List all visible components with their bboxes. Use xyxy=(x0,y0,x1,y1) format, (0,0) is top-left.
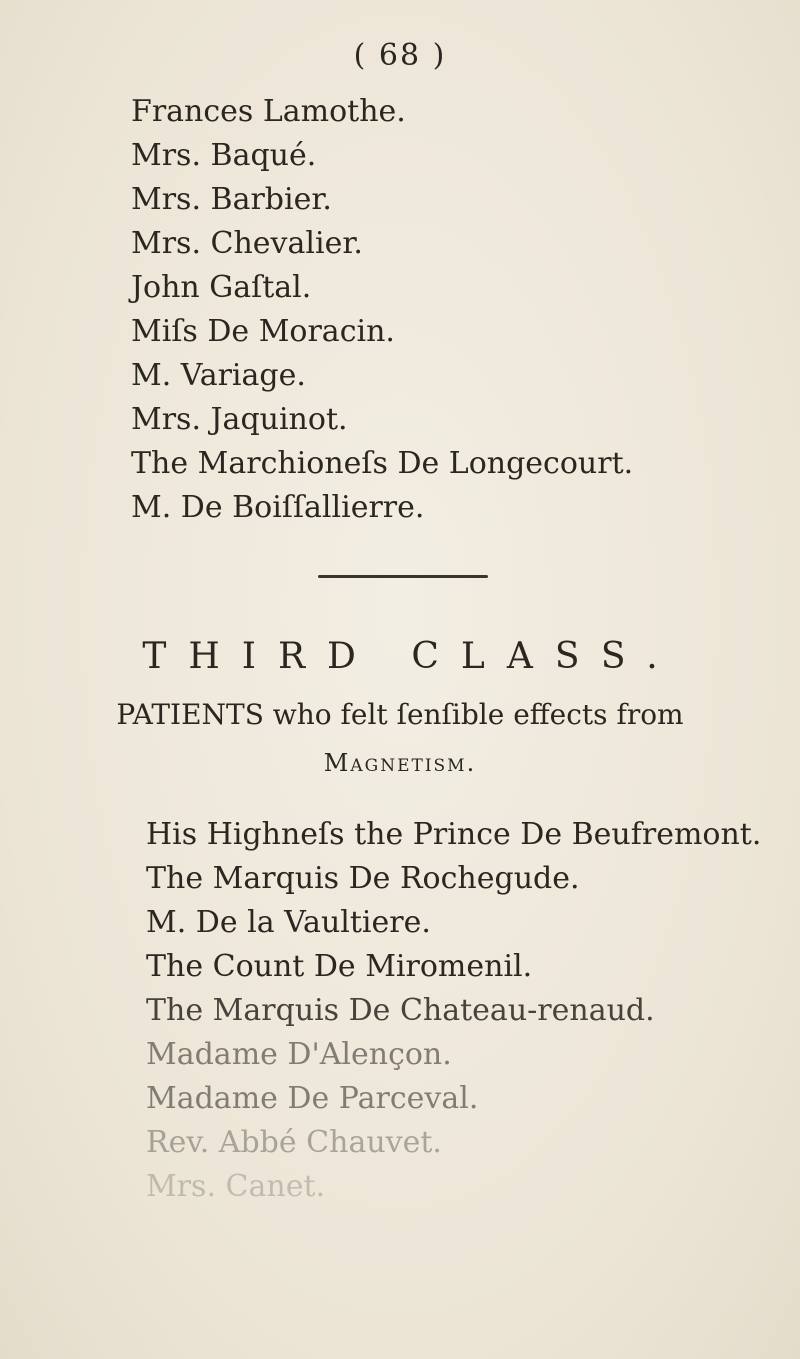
list-item: M. Variage. xyxy=(131,358,306,393)
list-item: His Highneſs the Prince De Beufremont. xyxy=(146,817,762,852)
list-item: Mrs. Barbier. xyxy=(131,182,332,217)
list-item: Mrs. Baqué. xyxy=(131,138,317,173)
list-item: Miſs De Moracin. xyxy=(131,314,395,349)
list-item: Mrs. Chevalier. xyxy=(131,226,363,261)
list-item: Rev. Abbé Chauvet. xyxy=(146,1125,442,1160)
list-item: Madame De Parceval. xyxy=(146,1081,479,1116)
section-intro-subject: Magnetism. xyxy=(323,749,477,777)
list-item: Frances Lamothe. xyxy=(131,94,406,129)
list-item: Madame D'Alençon. xyxy=(146,1037,452,1072)
section-heading: THIRD CLASS. xyxy=(142,636,680,677)
list-item: Mrs. Jaquinot. xyxy=(131,402,348,437)
list-item: The Marquis De Rochegude. xyxy=(146,861,580,896)
list-item: The Marchioneſs De Longecourt. xyxy=(131,446,634,481)
section-intro: PATIENTS who felt ſenſible effects from xyxy=(116,698,684,731)
section-divider xyxy=(318,575,488,578)
list-item: The Count De Miromenil. xyxy=(146,949,533,984)
list-item: The Marquis De Chateau-renaud. xyxy=(146,993,655,1028)
page-number: ( 68 ) xyxy=(353,38,447,73)
list-item: M. De la Vaultiere. xyxy=(146,905,431,940)
list-item: Mrs. Canet. xyxy=(146,1169,326,1204)
list-item: John Gaſtal. xyxy=(131,270,312,305)
list-item: M. De Boiſſallierre. xyxy=(131,490,425,525)
